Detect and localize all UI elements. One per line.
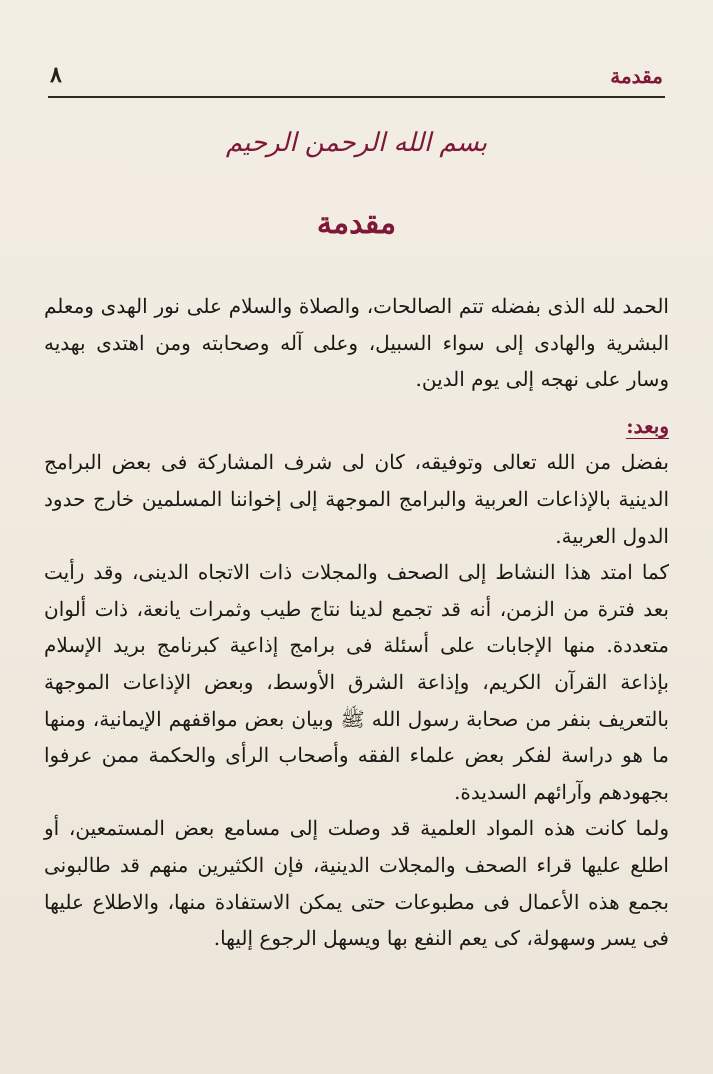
paragraph-request: ولما كانت هذه المواد العلمية قد وصلت إلى مسامع بعض المستمعين، أو اطلع عليها قراء الصحف والمجلات الدينية، فإن الكثيرين منهم قد طالبونى بجمع هذه الأعمال فى مطبوعات حتى يمكن الاستفادة منها، والاطلاع عليها فى يسر وسهولة، كى يعم النفع بها ويسهل الرجوع إليها.	[44, 816, 669, 951]
paragraph-wabad	[44, 408, 669, 445]
basmala-calligraphy: بسم الله الرحمن الرحيم	[225, 128, 488, 158]
section-title: مقدمة	[316, 206, 397, 241]
paragraph-activity: كما امتد هذا النشاط إلى الصحف والمجلات ذات الاتجاه الدينى، وقد رأيت بعد فترة من الزمن، أنه قد تجمع لدينا نتاج طيب وثمرات يانعة، ذات ألوان متعددة. منها الإجابات على أسئلة فى برامج إذاعية كبرنامج بريد الإسلام بإذاعة القرآن الكريم، وإذاعة الشرق الأوسط، وبعض الإذاعات الموجهة بالتعريف بنفر من صحابة رسول الله ﷺ وبيان بعض مواقفهم الإيمانية، ومنها ما هو دراسة لفكر بعض علماء الفقه وأصحاب الرأى والحكمة ممن عرفوا بجهودهم وآرائهم السديدة.	[44, 560, 669, 804]
wabad-heading: وبعد:	[626, 413, 669, 438]
page-header	[48, 60, 665, 98]
paragraph-participation: بفضل من الله تعالى وتوفيقه، كان لى شرف المشاركة فى بعض البرامج الدينية بالإذاعات العربية والبرامج الموجهة إلى إخواننا المسلمين خارج حدود الدول العربية.	[44, 450, 669, 548]
body-text	[44, 288, 669, 957]
page-number: ٨	[50, 62, 62, 88]
paragraph-opening: الحمد لله الذى بفضله تتم الصالحات، والصلاة والسلام على نور الهدى ومعلم البشرية والهادى إلى سواء السبيل، وعلى آله وصحابته ومن اهتدى بهديه وسار على نهجه إلى يوم الدين.	[44, 294, 669, 392]
running-title: مقدمة	[610, 64, 663, 88]
